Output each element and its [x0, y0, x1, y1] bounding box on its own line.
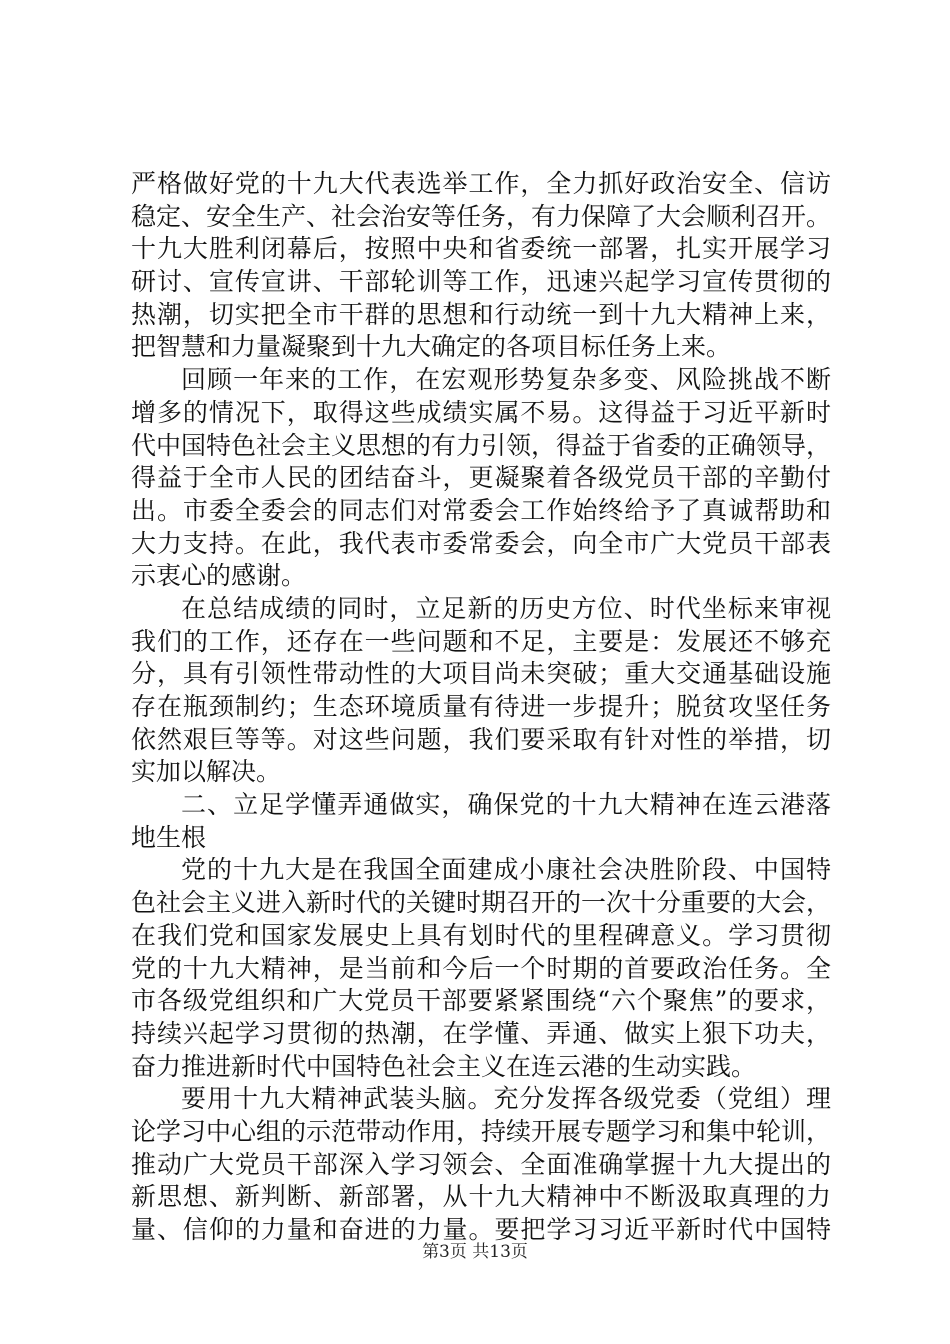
- text-line: 严格做好党的十九大代表选举工作，全力抓好政治安全、信访: [131, 169, 831, 198]
- text-line: 色社会主义进入新时代的关键时期召开的一次十分重要的大会，: [131, 888, 831, 918]
- text-line: 市各级党组织和广大党员干部要紧紧围绕“六个聚焦”的要求，: [131, 986, 831, 1016]
- text-line: 大力支持。在此，我代表市委常委会，向全市广大党员干部表: [131, 528, 831, 558]
- text-line: 研讨、宣传宣讲、干部轮训等工作，迅速兴起学习宣传贯彻的: [131, 267, 831, 297]
- text-line: 要用十九大精神武装头脑。充分发挥各级党委（党组）理: [181, 1084, 831, 1114]
- text-line: 推动广大党员干部深入学习领会、全面准确掌握十九大提出的: [131, 1149, 831, 1179]
- text-line: 代中国特色社会主义思想的有力引领，得益于省委的正确领导，: [131, 430, 831, 460]
- paragraph: [131, 168, 831, 364]
- text-line: 存在瓶颈制约；生态环境质量有待进一步提升；脱贫攻坚任务: [131, 692, 831, 721]
- text-line: 在我们党和国家发展史上具有划时代的里程碑意义。学习贯彻: [131, 920, 831, 950]
- text-line: 党的十九大是在我国全面建成小康社会决胜阶段、中国特: [181, 855, 831, 885]
- text-line: 得益于全市人民的团结奋斗，更凝聚着各级党员干部的辛勤付: [131, 463, 831, 493]
- text-line: 在总结成绩的同时，立足新的历史方位、时代坐标来审视: [181, 593, 831, 623]
- text-line: 增多的情况下，取得这些成绩实属不易。这得益于习近平新时: [131, 397, 831, 427]
- paragraph: [131, 1083, 831, 1246]
- text-line: 热潮，切实把全市干群的思想和行动统一到十九大精神上来，: [131, 299, 831, 329]
- text-line: 地生根: [131, 822, 207, 852]
- paragraph: [131, 789, 831, 854]
- text-line: 十九大胜利闭幕后，按照中央和省委统一部署，扎实开展学习: [131, 234, 831, 264]
- text-line: 量、信仰的力量和奋进的力量。要把学习习近平新时代中国特: [131, 1215, 831, 1244]
- text-line: 新思想、新判断、新部署，从十九大精神中不断汲取真理的力: [131, 1182, 831, 1212]
- paragraph: [131, 364, 831, 593]
- text-line: 论学习中心组的示范带动作用，持续开展专题学习和集中轮训，: [131, 1116, 831, 1146]
- text-line: 党的十九大精神，是当前和今后一个时期的首要政治任务。全: [131, 953, 831, 983]
- text-line: 持续兴起学习贯彻的热潮，在学懂、弄通、做实上狠下功夫，: [131, 1018, 831, 1048]
- text-line: 实加以解决。: [131, 757, 282, 787]
- text-line: 出。市委全委会的同志们对常委会工作始终给予了真诚帮助和: [131, 495, 831, 525]
- text-line: 把智慧和力量凝聚到十九大确定的各项目标任务上来。: [131, 332, 732, 362]
- text-line: 二、立足学懂弄通做实，确保党的十九大精神在连云港落: [181, 790, 831, 820]
- text-line: 分，具有引领性带动性的大项目尚未突破；重大交通基础设施: [131, 659, 831, 689]
- paragraph: [131, 593, 831, 789]
- text-line: 回顾一年来的工作，在宏观形势复杂多变、风险挑战不断: [181, 365, 831, 395]
- body-text: [131, 168, 831, 1247]
- text-line: 依然艰巨等等。对这些问题，我们要采取有针对性的举措，切: [131, 724, 831, 754]
- paragraph: [131, 854, 831, 1083]
- page-footer: 第3页 共13页: [422, 1242, 528, 1262]
- text-line: 稳定、安全生产、社会治安等任务，有力保障了大会顺利召开。: [131, 201, 831, 231]
- text-line: 奋力推进新时代中国特色社会主义在连云港的生动实践。: [131, 1051, 757, 1081]
- text-line: 我们的工作，还存在一些问题和不足，主要是：发展还不够充: [131, 626, 831, 656]
- text-line: 示衷心的感谢。: [131, 561, 307, 591]
